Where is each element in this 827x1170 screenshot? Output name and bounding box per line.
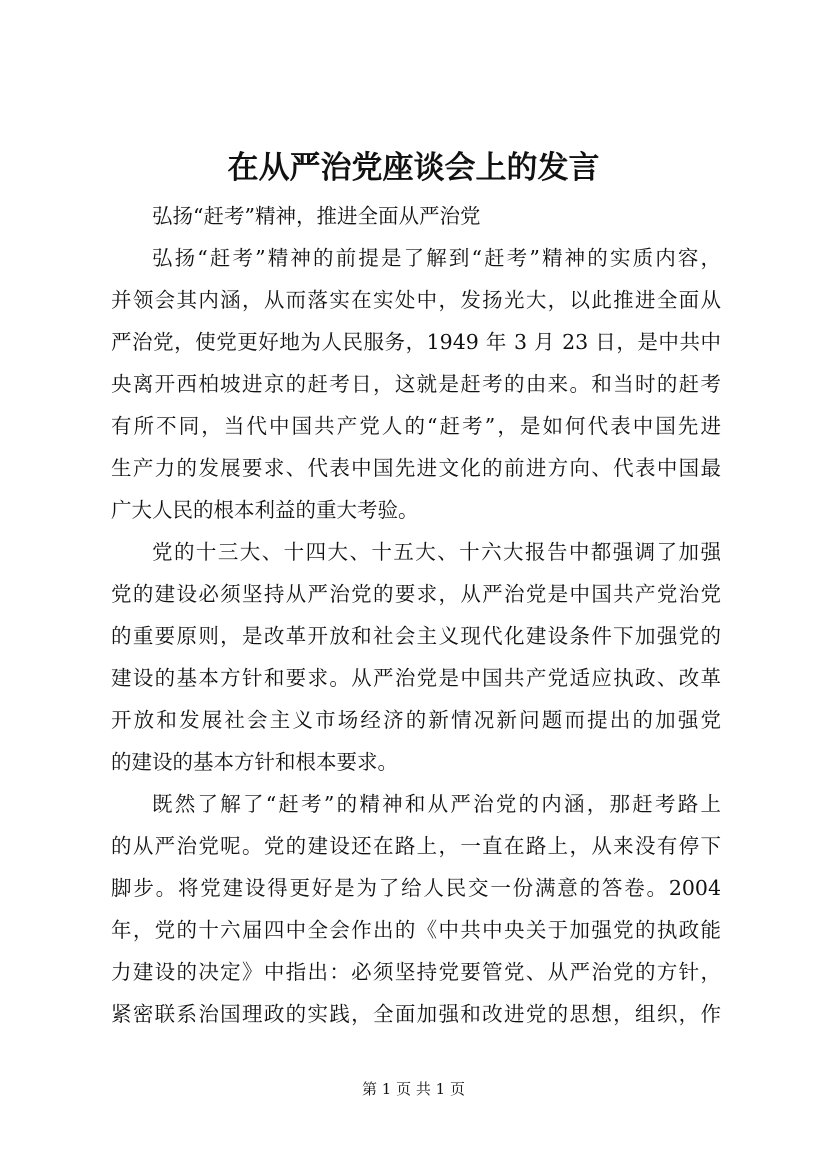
page-footer: 第 1 页 共 1 页 — [362, 1080, 465, 1098]
paragraph-2-line-4: 建设的基本方针和要求。从严治党是中国共产党适应执政、改革 — [111, 666, 721, 690]
paragraph-1-line-1: 弘扬“赶考”精神的前提是了解到“赶考”精神的实质内容， — [152, 246, 721, 270]
document-title: 在从严治党座谈会上的发言 — [227, 150, 600, 186]
paragraph-2-line-6: 的建设的基本方针和根本要求。 — [111, 750, 398, 774]
paragraph-2-line-3: 的重要原则，是改革开放和社会主义现代化建设条件下加强党的 — [111, 624, 721, 648]
paragraph-3-line-4: 年，党的十六届四中全会作出的《中共中央关于加强党的执政能 — [111, 918, 721, 942]
paragraph-2-line-5: 开放和发展社会主义市场经济的新情况新问题而提出的加强党 — [111, 708, 721, 732]
paragraph-1-line-6: 生产力的发展要求、代表中国先进文化的前进方向、代表中国最 — [111, 456, 721, 480]
paragraph-1-line-5: 有所不同，当代中国共产党人的“赶考”，是如何代表中国先进 — [111, 414, 721, 438]
paragraph-3-line-3: 脚步。将党建设得更好是为了给人民交一份满意的答卷。2004 — [111, 876, 721, 900]
paragraph-1-line-2: 并领会其内涵，从而落实在实处中，发扬光大，以此推进全面从 — [111, 288, 721, 312]
paragraph-1-line-3: 严治党，使党更好地为人民服务，1949 年 3 月 23 日，是中共中 — [111, 330, 721, 354]
paragraph-3-line-1: 既然了解了“赶考”的精神和从严治党的内涵，那赶考路上 — [152, 792, 721, 816]
document-subtitle: 弘扬“赶考”精神，推进全面从严治党 — [152, 204, 481, 228]
paragraph-3-line-5: 力建设的决定》中指出：必须坚持党要管党、从严治党的方针， — [111, 960, 721, 984]
paragraph-2-line-1: 党的十三大、十四大、十五大、十六大报告中都强调了加强 — [152, 540, 721, 564]
paragraph-1-line-7: 广大人民的根本利益的重大考验。 — [111, 498, 419, 522]
paragraph-1-line-4: 央离开西柏坡进京的赶考日，这就是赶考的由来。和当时的赶考 — [111, 372, 721, 396]
paragraph-3-line-6: 紧密联系治国理政的实践，全面加强和改进党的思想，组织，作 — [111, 1002, 721, 1026]
paragraph-3-line-2: 的从严治党呢。党的建设还在路上，一直在路上，从来没有停下 — [111, 834, 721, 858]
paragraph-2-line-2: 党的建设必须坚持从严治党的要求，从严治党是中国共产党治党 — [111, 582, 721, 606]
